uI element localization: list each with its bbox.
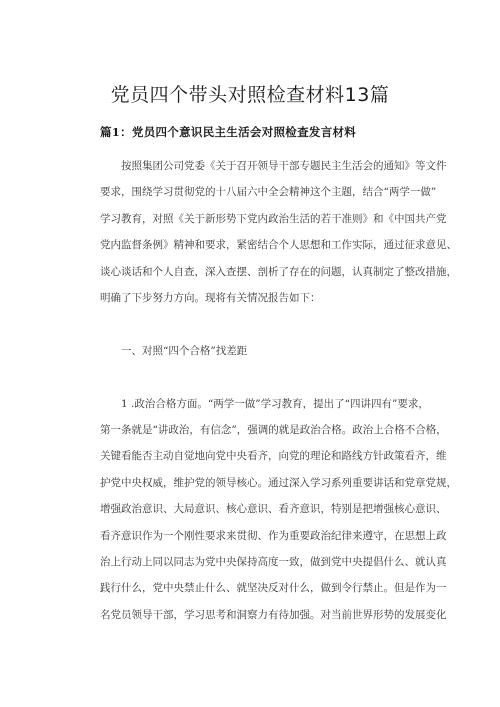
paragraph-line: 增强政治意识、大局意识、核心意识、看齐意识，特别是把增强核心意识、 (100, 503, 447, 516)
paragraph-line: 治上行动上同以同志为党中央保持高度一致，做到党中央提倡什么、就认真 (100, 556, 447, 569)
paragraph-line: 谈心谈话和个人自查，深入查摆、剖析了存在的问题，认真制定了整改措施， (100, 265, 457, 278)
document-body (100, 153, 457, 628)
paragraph-line: 看齐意识作为一个刚性要求来贯彻、作为重要政治纪律来遵守，在思想上政 (100, 529, 447, 542)
paragraph-line: 第一条就是“讲政治，有信念”，强调的就是政治合格。政治上合格不合格， (100, 424, 447, 437)
paragraph-line: 名党员领导干部，学习思考和洞察力有待加强。对当前世界形势的发展变化 (100, 608, 447, 621)
paragraph-line: 1 .政治合格方面。“两学一做”学习教育，提出了“四讲四有”要求， (121, 397, 429, 410)
paragraph-line: 明确了下步努力方向。现将有关情况报告如下： (100, 292, 321, 305)
paragraph-line: 护党中央权威，维护党的领导核心。通过深入学习系列重要讲话和党章党规， (100, 476, 457, 489)
paragraph-line: 按照集团公司党委《关于召开领导干部专题民主生活会的通知》等文件 (121, 160, 447, 172)
document-title: 党员四个带头对照检查材料13篇 (110, 84, 390, 106)
paragraph-line: 学习教育，对照《关于新形势下党内政治生活的若干准则》和《中国共产党 (100, 212, 447, 225)
paragraph-line: 践行什么，党中央禁止什么、就坚决反对什么，做到令行禁止。但是作为一 (100, 582, 447, 595)
paragraph-line: 关键看能否主动自觉地向党中央看齐，向党的理论和路线方针政策看齐，维 (100, 450, 447, 463)
section-heading: 一、对照“四个合格”找差距 (121, 344, 248, 357)
document-subtitle: 篇1：党员四个意识民主生活会对照检查发言材料 (100, 125, 357, 139)
paragraph-line: 党内监督条例》精神和要求，紧密结合个人思想和工作实际，通过征求意见、 (100, 239, 457, 252)
paragraph-line: 要求，围绕学习贯彻党的十八届六中全会精神这个主题，结合“两学一做” (100, 186, 437, 199)
